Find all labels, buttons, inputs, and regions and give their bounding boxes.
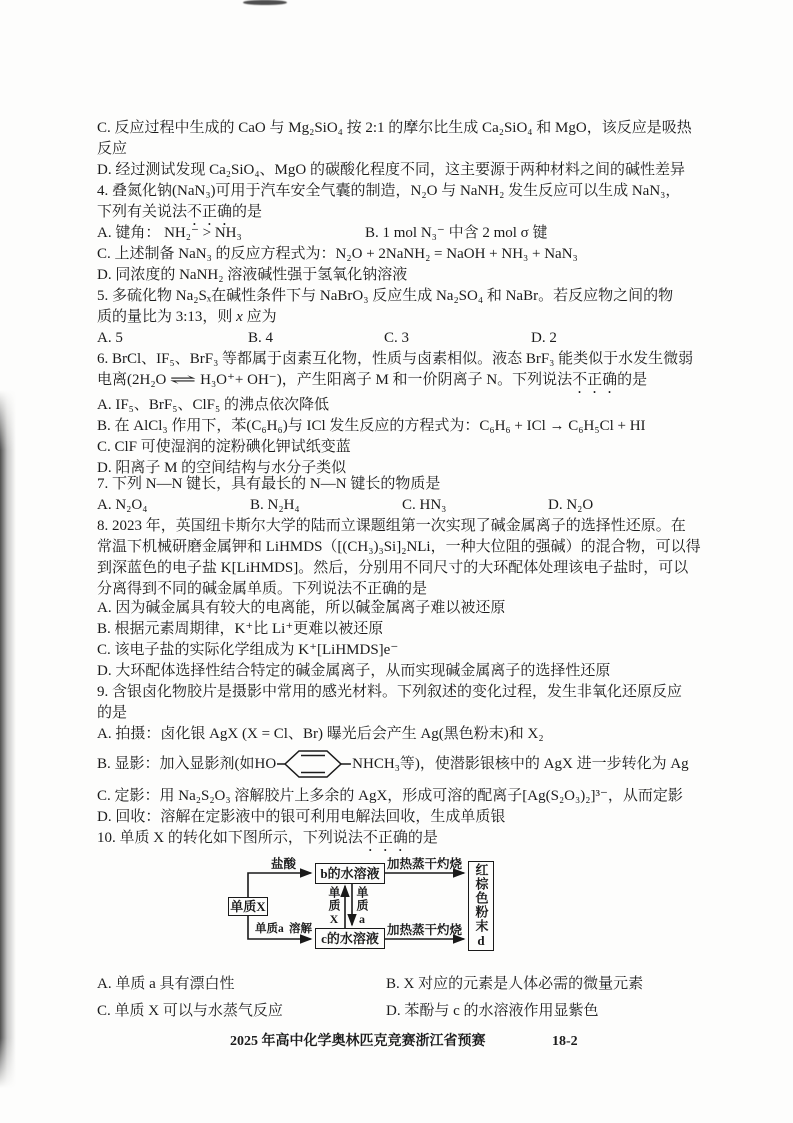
q6-stem-text-mid: H₃O⁺+ OH⁻)，产生阳离子 M 和一价阴离子 N。下列说法: [200, 372, 573, 388]
q5-stem-line2: [97, 307, 717, 328]
diagram-label-element-a: 单质a: [255, 923, 284, 935]
q7-option-c: C. HN₃: [402, 497, 447, 513]
q10-stem: [97, 828, 717, 849]
q8-stem-text-post: 的是: [397, 581, 428, 597]
q4-stem-line1: 4. 叠氮化钠(NaN₃)可用于汽车安全气囊的制造，N₂O 与 NaNH₂ 发生反应可以生成 NaN₃，: [97, 183, 681, 199]
q4-stem-text: 下列有关说法: [97, 204, 188, 220]
q6-stem-line2: [97, 370, 717, 391]
q3-option-c-line1: C. 反应过程中生成的 CaO 与 Mg₂SiO₄ 按 2:1 的摩尔比生成 Ca₂SiO₄ 和 MgO，该反应是吸热: [97, 120, 692, 136]
diagram-label-vertical-a: 单质a: [355, 886, 369, 927]
diagram-box-element-x: 单质X: [228, 897, 268, 916]
q3-option-c-line2: 反应: [97, 141, 128, 157]
q5-stem-line1: 5. 多硫化物 Na₂Sₓ在碱性条件下与 NaBrO₃ 反应生成 Na₂SO₄ 和 NaBr。若反应物之间的物: [97, 288, 674, 304]
q8-stem-line1: 8. 2023 年，英国纽卡斯尔大学的陆而立课题组第一次实现了碱金属离子的选择性还原。在: [97, 518, 686, 534]
q4-option-b: B. 1 mol N₃⁻ 中含 2 mol σ 键: [365, 225, 548, 241]
scan-smudge-mark: [243, 0, 287, 5]
diagram-label-hcl: 盐酸: [271, 857, 297, 871]
q10-diagram: [97, 855, 717, 967]
q10-option-b: B. X 对应的元素是人体必需的微量元素: [386, 976, 644, 992]
q6-stem-line1: 6. BrCl、IF₅、BrF₃ 等都属于卤素互化物，性质与卤素相似。液态 BrF₃ 能类似于水发生微弱: [97, 351, 694, 367]
q10-option-a: A. 单质 a 具有漂白性: [97, 976, 235, 992]
diagram-box-powder-d: 红棕色粉末d: [468, 861, 494, 951]
diagram-box-solution-c: c的水溶液: [315, 928, 385, 949]
q4-option-a: A. 键角： NH₂⁻ > NH₃: [97, 225, 242, 241]
q5-option-b: B. 4: [248, 330, 274, 346]
q6-stem-emphasis: 不正确: [572, 372, 618, 388]
q7-options-row: [97, 495, 717, 516]
q10-stem-text: 10. 单质 X 的转化如下图所示，下列说法: [97, 830, 363, 846]
scan-edge-shadow: [0, 390, 16, 1088]
q10-options-row-cd: [97, 1001, 717, 1022]
q6-option-c: C. ClF 可使湿润的淀粉碘化钾试纸变蓝: [97, 439, 351, 455]
q7-option-a: A. N₂O₄: [97, 497, 148, 513]
q9-stem-line1: 9. 含银卤化物胶片是摄影中常用的感光材料。下列叙述的变化过程，发生非氧化还原反应: [97, 684, 683, 700]
q10-option-d: D. 苯酚与 c 的水溶液作用显紫色: [386, 1003, 599, 1019]
diagram-label-heat-bottom: 加热蒸干灼烧: [387, 923, 463, 937]
q6-option-b: B. 在 AlCl₃ 作用下，苯(C₆H₆)与 ICl 发生反应的方程式为：C₆H₆ + ICl → C₆H₅Cl + HI: [97, 418, 646, 434]
q8-stem-emphasis: 不正确: [352, 581, 398, 597]
q7-option-d: D. N₂O: [548, 497, 594, 513]
equilibrium-arrow-icon: ⇌: [169, 373, 197, 388]
q8-stem-line2: 常温下机械研磨金属钾和 LiHMDS（[(CH₃)₃Si]₂NLi，一种大位阻的强碱）的混合物，可以得: [97, 539, 701, 555]
q4-options-row-ab: [97, 223, 717, 244]
q9-option-b: [97, 745, 717, 783]
q8-stem-line3: 到深蓝色的电子盐 K[LiHMDS]。然后，分别用不同尺寸的大环配体处理该电子盐时，可以: [97, 560, 689, 576]
footer-page-number: 18-2: [552, 1034, 578, 1049]
q8-stem-text: 分离得到不同的碱金属单质。下列说法: [97, 581, 353, 597]
q6-stem-text: 电离(2H₂O: [97, 372, 167, 388]
q5-option-c: C. 3: [384, 330, 410, 346]
q6-stem-text-post: 的是: [617, 372, 648, 388]
q10-options-row-ab: [97, 974, 717, 995]
diagram-label-heat-top: 加热蒸干灼烧: [387, 857, 463, 871]
q4-stem-text-post: 的是: [232, 204, 263, 220]
diagram-label-dissolve: 溶解: [289, 923, 312, 935]
q9-option-b-text-post: NHCH₃等)，使潜影银核中的 AgX 进一步转化为 Ag: [352, 755, 689, 772]
benzene-ring-icon: [277, 745, 351, 783]
q10-diagram-canvas: [225, 855, 497, 962]
q6-option-d: D. 阳离子 M 的空间结构与水分子类似: [97, 460, 347, 476]
q5-options-row: [97, 328, 717, 349]
q9-option-d: D. 回收：溶解在定影液中的银可利用电解法回收，生成单质银: [97, 809, 506, 825]
q6-option-a: A. IF₅、BrF₅、ClF₅ 的沸点依次降低: [97, 397, 329, 413]
q8-option-d: D. 大环配体选择性结合特定的碱金属离子，从而实现碱金属离子的选择性还原: [97, 663, 611, 679]
q9-stem-line2: 的是: [97, 705, 128, 721]
q5-variable-x: x: [236, 309, 243, 325]
diagram-label-vertical-x: 单质X: [327, 886, 341, 927]
q9-option-a: A. 拍摄：卤化银 AgX (X = Cl、Br) 曝光后会产生 Ag(黑色粉末)和 X₂: [97, 726, 544, 742]
q10-option-c: C. 单质 X 可以与水蒸气反应: [97, 1003, 283, 1019]
q7-stem: 7. 下列 N—N 键长，具有最长的 N—N 键长的物质是: [97, 476, 441, 492]
q8-option-a: A. 因为碱金属具有较大的电离能，所以碱金属离子难以被还原: [97, 600, 506, 616]
q8-stem-line4: [97, 579, 717, 600]
q5-option-d: D. 2: [531, 330, 557, 346]
q4-option-d: D. 同浓度的 NaNH₂ 溶液碱性强于氢氧化钠溶液: [97, 267, 408, 283]
q3-option-d: D. 经过测试发现 Ca₂SiO₄、MgO 的碳酸化程度不同，这主要源于两种材料之间的碱性差异: [97, 162, 685, 178]
q8-option-b: B. 根据元素周期律，K⁺比 Li⁺更难以被还原: [97, 621, 384, 637]
q7-option-b: B. N₂H₄: [250, 497, 300, 513]
q9-option-b-text-pre: B. 显影：加入显影剂(如HO: [97, 755, 277, 772]
q10-stem-text-post: 的是: [407, 830, 438, 846]
q9-option-c: C. 定影：用 Na₂S₂O₃ 溶解胶片上多余的 AgX，形成可溶的配离子[Ag(S₂O₃)₂]³⁻，从而定影: [97, 788, 683, 804]
q4-stem-line2: [97, 202, 717, 223]
q5-stem-text-post: 应为: [242, 309, 277, 325]
q4-stem-emphasis: 不正确: [187, 204, 233, 220]
q5-option-a: A. 5: [97, 330, 123, 346]
q10-stem-emphasis: 不正确: [362, 830, 408, 846]
exam-content: [97, 118, 717, 1052]
q4-option-c: C. 上述制备 NaN₃ 的反应方程式为：N₂O + 2NaNH₂ = NaOH + NH₃ + NaN₃: [97, 246, 578, 262]
q5-stem-text: 质的量比为 3:13，则: [97, 309, 237, 325]
diagram-box-solution-b: b的水溶液: [315, 863, 385, 884]
q8-option-c: C. 该电子盐的实际化学组成为 K⁺[LiHMDS]e⁻: [97, 642, 399, 658]
page-footer: [97, 1031, 717, 1052]
footer-title: 2025 年高中化学奥林匹克竞赛浙江省预赛: [230, 1034, 486, 1049]
